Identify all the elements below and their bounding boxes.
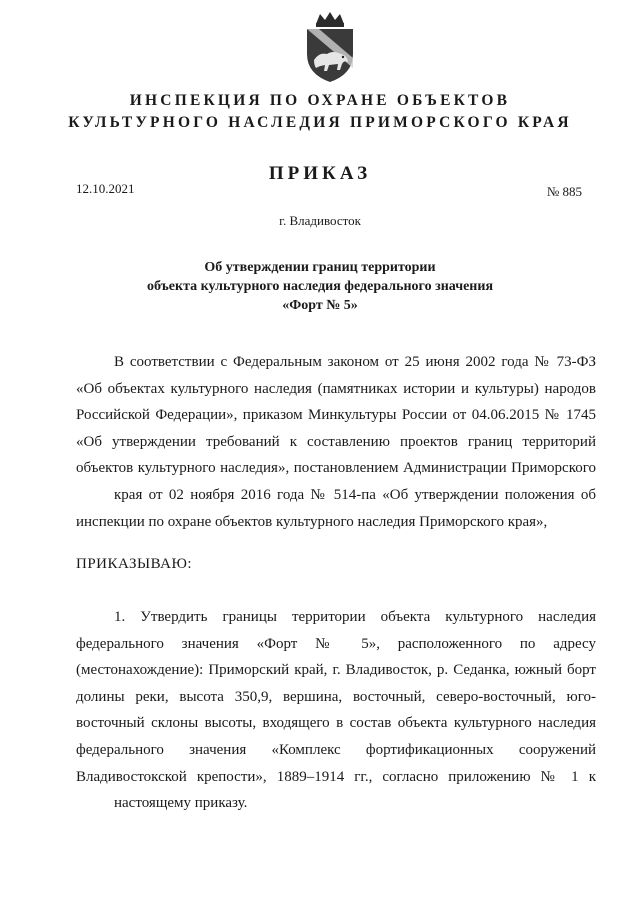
place-of-issue: г. Владивосток (279, 213, 361, 228)
shield-tiger-icon (299, 10, 361, 84)
preamble-paragraph (76, 349, 596, 535)
subject-line-1: Об утверждении границ территории (204, 260, 436, 275)
subject-line-3: «Форт № 5» (282, 298, 358, 313)
organization-name-line-1: ИНСПЕКЦИЯ ПО ОХРАНЕ ОБЪЕКТОВ (129, 92, 511, 109)
order-item-1-text-tail: настоящему приказу. (114, 795, 248, 812)
order-number: № 885 (546, 184, 582, 199)
order-directive-word: ПРИКАЗЫВАЮ: (76, 556, 193, 572)
coat-of-arms-emblem (299, 10, 361, 84)
document-type-title: ПРИКАЗ (268, 163, 372, 184)
order-date: 12.10.2021 (76, 181, 135, 196)
order-item-1-text: 1. Утвердить границы территории объекта культурного наследия федерального значения «Форт № 5», расположенного по адресу (местонахождение): Приморский край, г. Владивосток, р. Седанка, южный борт долины реки, высота 350,9, вершина, восточный, северо-восточный, юго-восточный склоны высоты, входящего в состав объекта культурного наследия федерального значения «Комплекс фортификационных сооружений Владивостокской крепости», 1889–1914 гг., согласно приложению № 1 к (76, 609, 596, 785)
preamble-text: В соответствии с Федеральным законом от 25 июня 2002 года № 73-ФЗ «Об объектах культурного наследия (памятниках истории и культуры) народов Российской Федерации», приказом Минкультуры России от 04.06.2015 № 1745 «Об утверждении требований к составлению проектов границ территорий объектов культурного наследия», постановлением Администрации Приморского (76, 354, 596, 477)
order-item-1 (76, 604, 596, 817)
preamble-text-tail: края от 02 ноября 2016 года № 514-па «Об утверждении положения об инспекции по охране объектов культурного наследия Приморского края», (76, 486, 596, 530)
subject-line-2: объекта культурного наследия федерального значения (146, 279, 494, 294)
organization-name-line-2: КУЛЬТУРНОГО НАСЛЕДИЯ ПРИМОРСКОГО КРАЯ (68, 114, 572, 131)
